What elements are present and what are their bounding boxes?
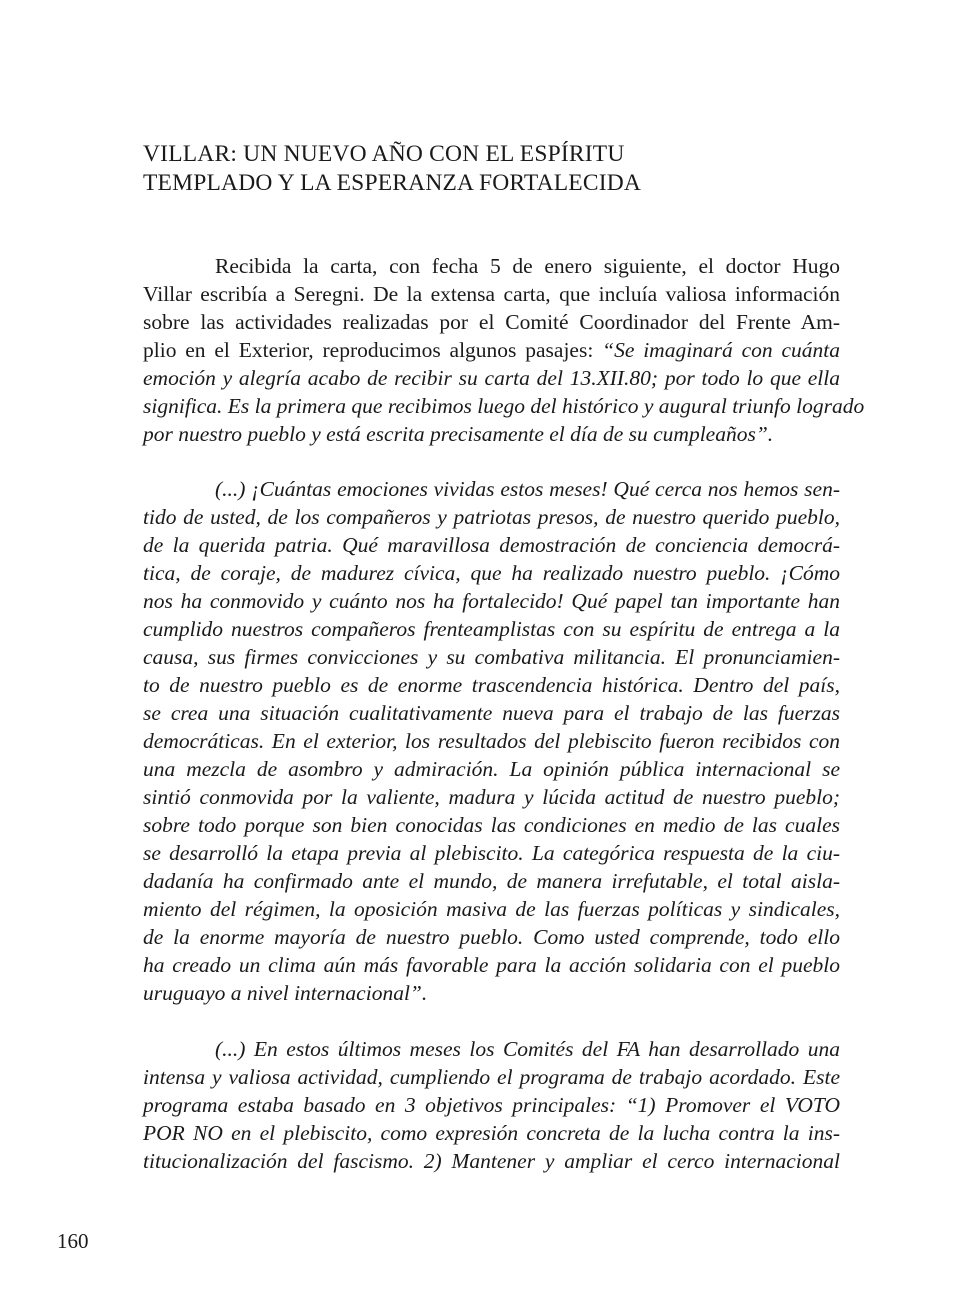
text-line: intensa y valiosa actividad, cumpliendo el programa de trabajo acordado. Este: [143, 1065, 840, 1089]
text-line: Recibida la carta, con fecha 5 de enero siguiente, el doctor Hugo: [215, 254, 840, 278]
section-title: [143, 140, 843, 198]
text-line: tica, de coraje, de madurez cívica, que ha realizado nuestro pueblo. ¡Cómo: [143, 561, 840, 585]
text-line: (...) ¡Cuántas emociones vividas estos meses! Qué cerca nos hemos sen-: [215, 477, 840, 501]
quoted-paragraph-1: [143, 475, 840, 1007]
text-run: plio en el Exterior, reproducimos algunos pasajes:: [143, 338, 603, 362]
text-line: se crea una situación cualitativamente nueva para el trabajo de las fuerzas: [143, 701, 840, 725]
text-line: significa. Es la primera que recibimos luego del histórico y augural triunfo logrado: [143, 394, 865, 418]
text-line: to de nuestro pueblo es de enorme trascendencia histórica. Dentro del país,: [143, 673, 840, 697]
text-line: titucionalización del fascismo. 2) Mantener y ampliar el cerco internacional: [143, 1149, 840, 1173]
text-line: causa, sus firmes convicciones y su combativa militancia. El pronunciamien-: [143, 645, 840, 669]
text-line: nos ha conmovido y cuánto nos ha fortalecido! Qué papel tan importante han: [143, 589, 840, 613]
text-line: de la querida patria. Qué maravillosa demostración de conciencia democrá-: [143, 533, 840, 557]
text-line: una mezcla de asombro y admiración. La opinión pública internacional se: [143, 757, 840, 781]
text-line: tido de usted, de los compañeros y patriotas presos, de nuestro querido pueblo,: [143, 505, 840, 529]
text-line: Villar escribía a Seregni. De la extensa carta, que incluía valiosa información: [143, 282, 840, 306]
text-line: POR NO en el plebiscito, como expresión concreta de la lucha contra la ins-: [143, 1121, 840, 1145]
section-title-line: VILLAR: UN NUEVO AÑO CON EL ESPÍRITU: [143, 141, 625, 167]
text-line: sintió conmovida por la valiente, madura y lúcida actitud de nuestro pueblo;: [143, 785, 840, 809]
section-title-line: TEMPLADO Y LA ESPERANZA FORTALECIDA: [143, 170, 642, 196]
text-line: dadanía ha confirmado ante el mundo, de manera irrefutable, el total aisla-: [143, 869, 840, 893]
text-line: sobre las actividades realizadas por el Comité Coordinador del Frente Am-: [143, 310, 840, 334]
text-line: se desarrolló la etapa previa al plebiscito. La categórica respuesta de la ciu-: [143, 841, 840, 865]
quoted-paragraph-2: [143, 1035, 840, 1175]
text-line: programa estaba basado en 3 objetivos principales: “1) Promover el VOTO: [143, 1093, 840, 1117]
body-paragraph-intro: [143, 252, 865, 448]
text-line: cumplido nuestros compañeros frenteamplistas con su espíritu de entrega a la: [143, 617, 840, 641]
text-line: [143, 336, 840, 364]
text-line: emoción y alegría acabo de recibir su carta del 13.XII.80; por todo lo que ella: [143, 366, 840, 390]
text-line: (...) En estos últimos meses los Comités del FA han desarrollado una: [215, 1037, 840, 1061]
text-line: uruguayo a nivel internacional”.: [143, 981, 428, 1005]
text-line: por nuestro pueblo y está escrita precisamente el día de su cumpleaños”.: [143, 422, 774, 446]
text-line: ha creado un clima aún más favorable para la acción solidaria con el pueblo: [143, 953, 840, 977]
text-line: sobre todo porque son bien conocidas las condiciones en medio de las cuales: [143, 813, 840, 837]
text-line: miento del régimen, la oposición masiva de las fuerzas políticas y sindicales,: [143, 897, 840, 921]
text-line: de la enorme mayoría de nuestro pueblo. Como usted comprende, todo ello: [143, 925, 840, 949]
quote-start: “Se imaginará con cuánta: [602, 338, 841, 362]
text-line: democráticas. En el exterior, los resultados del plebiscito fueron recibidos con: [143, 729, 840, 753]
page-number: 160: [57, 1229, 89, 1253]
